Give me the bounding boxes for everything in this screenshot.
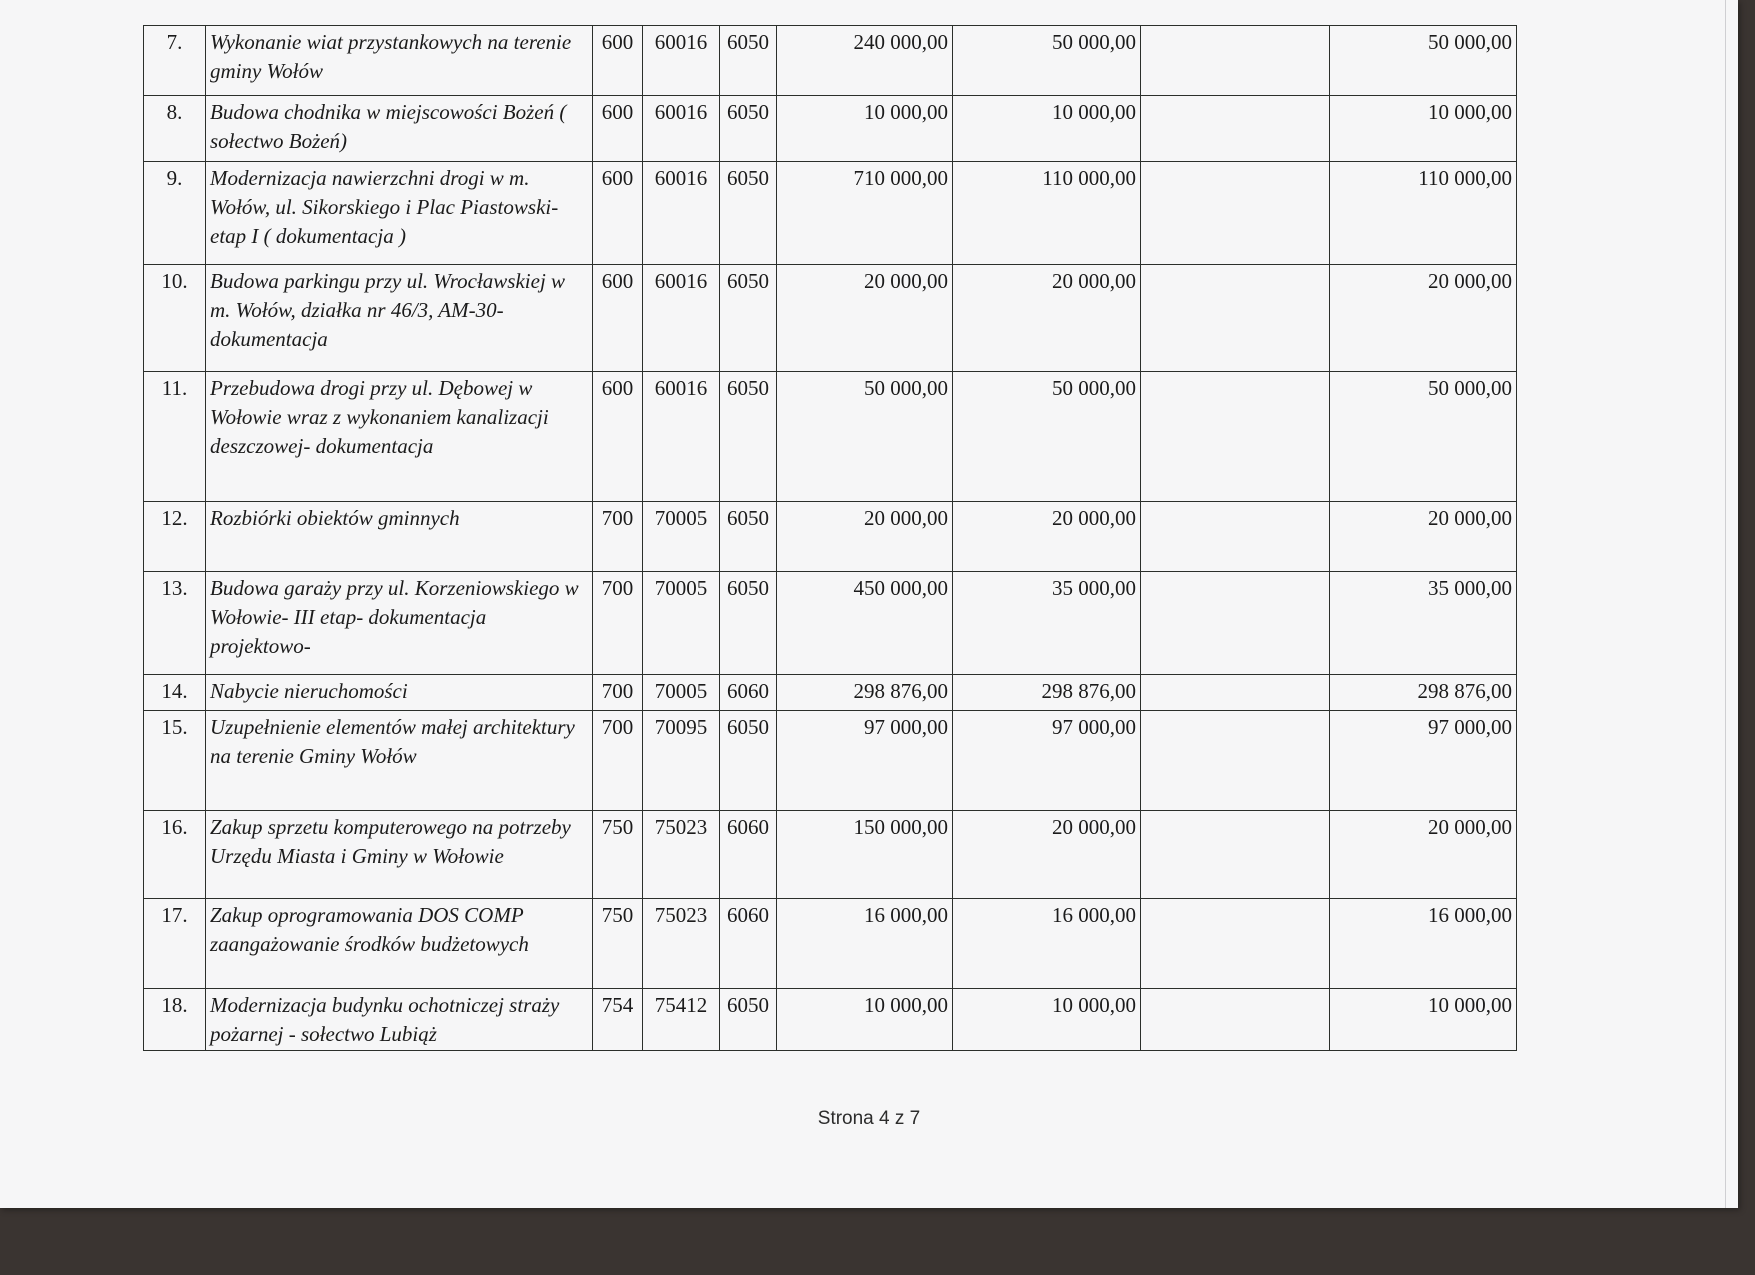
investment-table: [143, 25, 1517, 1051]
row-number: 15.: [144, 711, 206, 811]
empty-cell: [1141, 572, 1330, 675]
dzial-code: 700: [593, 572, 643, 675]
task-name: Wykonanie wiat przystankowych na terenie gminy Wołów: [206, 26, 593, 96]
empty-cell: [1141, 265, 1330, 372]
budget-amount: 50 000,00: [1330, 372, 1517, 502]
dzial-code: 754: [593, 989, 643, 1051]
budget-amount: 10 000,00: [1330, 989, 1517, 1051]
total-cost: 16 000,00: [777, 899, 953, 989]
planned-amount: 20 000,00: [953, 265, 1141, 372]
task-name: Uzupełnienie elementów małej architektury na terenie Gminy Wołów: [206, 711, 593, 811]
budget-amount: 35 000,00: [1330, 572, 1517, 675]
table-row: [144, 162, 1517, 265]
planned-amount: 10 000,00: [953, 989, 1141, 1051]
table-row: [144, 675, 1517, 711]
empty-cell: [1141, 162, 1330, 265]
total-cost: 240 000,00: [777, 26, 953, 96]
planned-amount: 20 000,00: [953, 502, 1141, 572]
budget-amount: 298 876,00: [1330, 675, 1517, 711]
row-number: 9.: [144, 162, 206, 265]
page-number: Strona 4 z 7: [817, 1108, 921, 1129]
dzial-code: 600: [593, 162, 643, 265]
rozdzial-code: 75412: [643, 989, 720, 1051]
row-number: 8.: [144, 96, 206, 162]
table-row: [144, 989, 1517, 1051]
task-name: Nabycie nieruchomości: [206, 675, 593, 711]
planned-amount: 10 000,00: [953, 96, 1141, 162]
row-number: 10.: [144, 265, 206, 372]
planned-amount: 16 000,00: [953, 899, 1141, 989]
empty-cell: [1141, 502, 1330, 572]
row-number: 12.: [144, 502, 206, 572]
dzial-code: 600: [593, 372, 643, 502]
total-cost: 20 000,00: [777, 502, 953, 572]
paragraf-code: 6050: [720, 572, 777, 675]
paragraf-code: 6050: [720, 162, 777, 265]
table-body: [144, 26, 1517, 1051]
task-name: Zakup oprogramowania DOS COMP zaangażowanie środków budżetowych: [206, 899, 593, 989]
dzial-code: 700: [593, 711, 643, 811]
table-row: [144, 899, 1517, 989]
dzial-code: 600: [593, 265, 643, 372]
task-name: Przebudowa drogi przy ul. Dębowej w Wołowie wraz z wykonaniem kanalizacji deszczowej- dokumentacja: [206, 372, 593, 502]
empty-cell: [1141, 372, 1330, 502]
row-number: 16.: [144, 811, 206, 899]
row-number: 17.: [144, 899, 206, 989]
total-cost: 710 000,00: [777, 162, 953, 265]
row-number: 14.: [144, 675, 206, 711]
task-name: Budowa chodnika w miejscowości Bożeń ( sołectwo Bożeń): [206, 96, 593, 162]
rozdzial-code: 60016: [643, 265, 720, 372]
budget-amount: 97 000,00: [1330, 711, 1517, 811]
rozdzial-code: 60016: [643, 96, 720, 162]
empty-cell: [1141, 96, 1330, 162]
table-row: [144, 572, 1517, 675]
rozdzial-code: 60016: [643, 372, 720, 502]
total-cost: 50 000,00: [777, 372, 953, 502]
dzial-code: 600: [593, 96, 643, 162]
task-name: Rozbiórki obiektów gminnych: [206, 502, 593, 572]
paragraf-code: 6050: [720, 372, 777, 502]
budget-amount: 20 000,00: [1330, 811, 1517, 899]
task-name: Budowa parkingu przy ul. Wrocławskiej w m. Wołów, działka nr 46/3, AM-30- dokumentacja: [206, 265, 593, 372]
rozdzial-code: 75023: [643, 811, 720, 899]
planned-amount: 20 000,00: [953, 811, 1141, 899]
empty-cell: [1141, 26, 1330, 96]
planned-amount: 35 000,00: [953, 572, 1141, 675]
task-name: Zakup sprzetu komputerowego na potrzeby Urzędu Miasta i Gminy w Wołowie: [206, 811, 593, 899]
planned-amount: 50 000,00: [953, 372, 1141, 502]
planned-amount: 110 000,00: [953, 162, 1141, 265]
table-row: [144, 711, 1517, 811]
budget-amount: 20 000,00: [1330, 502, 1517, 572]
rozdzial-code: 70005: [643, 502, 720, 572]
table-row: [144, 811, 1517, 899]
task-name: Budowa garaży przy ul. Korzeniowskiego w Wołowie- III etap- dokumentacja projektowo-: [206, 572, 593, 675]
task-name: Modernizacja nawierzchni drogi w m. Wołów, ul. Sikorskiego i Plac Piastowski- etap I ( dokumentacja ): [206, 162, 593, 265]
total-cost: 97 000,00: [777, 711, 953, 811]
total-cost: 298 876,00: [777, 675, 953, 711]
table-row: [144, 96, 1517, 162]
rozdzial-code: 70095: [643, 711, 720, 811]
paragraf-code: 6060: [720, 811, 777, 899]
dzial-code: 750: [593, 811, 643, 899]
row-number: 11.: [144, 372, 206, 502]
total-cost: 450 000,00: [777, 572, 953, 675]
total-cost: 20 000,00: [777, 265, 953, 372]
table-row: [144, 26, 1517, 96]
paragraf-code: 6050: [720, 96, 777, 162]
total-cost: 10 000,00: [777, 989, 953, 1051]
dzial-code: 700: [593, 502, 643, 572]
total-cost: 10 000,00: [777, 96, 953, 162]
rozdzial-code: 60016: [643, 26, 720, 96]
paragraf-code: 6060: [720, 899, 777, 989]
budget-amount: 16 000,00: [1330, 899, 1517, 989]
empty-cell: [1141, 675, 1330, 711]
dzial-code: 700: [593, 675, 643, 711]
empty-cell: [1141, 711, 1330, 811]
table-row: [144, 265, 1517, 372]
paragraf-code: 6050: [720, 26, 777, 96]
rozdzial-code: 60016: [643, 162, 720, 265]
total-cost: 150 000,00: [777, 811, 953, 899]
paragraf-code: 6060: [720, 675, 777, 711]
task-name: Modernizacja budynku ochotniczej straży pożarnej - sołectwo Lubiąż: [206, 989, 593, 1051]
empty-cell: [1141, 989, 1330, 1051]
dzial-code: 600: [593, 26, 643, 96]
dzial-code: 750: [593, 899, 643, 989]
budget-amount: 10 000,00: [1330, 96, 1517, 162]
rozdzial-code: 75023: [643, 899, 720, 989]
empty-cell: [1141, 811, 1330, 899]
paragraf-code: 6050: [720, 265, 777, 372]
budget-amount: 50 000,00: [1330, 26, 1517, 96]
rozdzial-code: 70005: [643, 572, 720, 675]
paragraf-code: 6050: [720, 502, 777, 572]
row-number: 18.: [144, 989, 206, 1051]
planned-amount: 298 876,00: [953, 675, 1141, 711]
budget-amount: 110 000,00: [1330, 162, 1517, 265]
table-row: [144, 372, 1517, 502]
rozdzial-code: 70005: [643, 675, 720, 711]
row-number: 7.: [144, 26, 206, 96]
planned-amount: 97 000,00: [953, 711, 1141, 811]
paragraf-code: 6050: [720, 989, 777, 1051]
paragraf-code: 6050: [720, 711, 777, 811]
planned-amount: 50 000,00: [953, 26, 1141, 96]
row-number: 13.: [144, 572, 206, 675]
budget-amount: 20 000,00: [1330, 265, 1517, 372]
empty-cell: [1141, 899, 1330, 989]
table-row: [144, 502, 1517, 572]
